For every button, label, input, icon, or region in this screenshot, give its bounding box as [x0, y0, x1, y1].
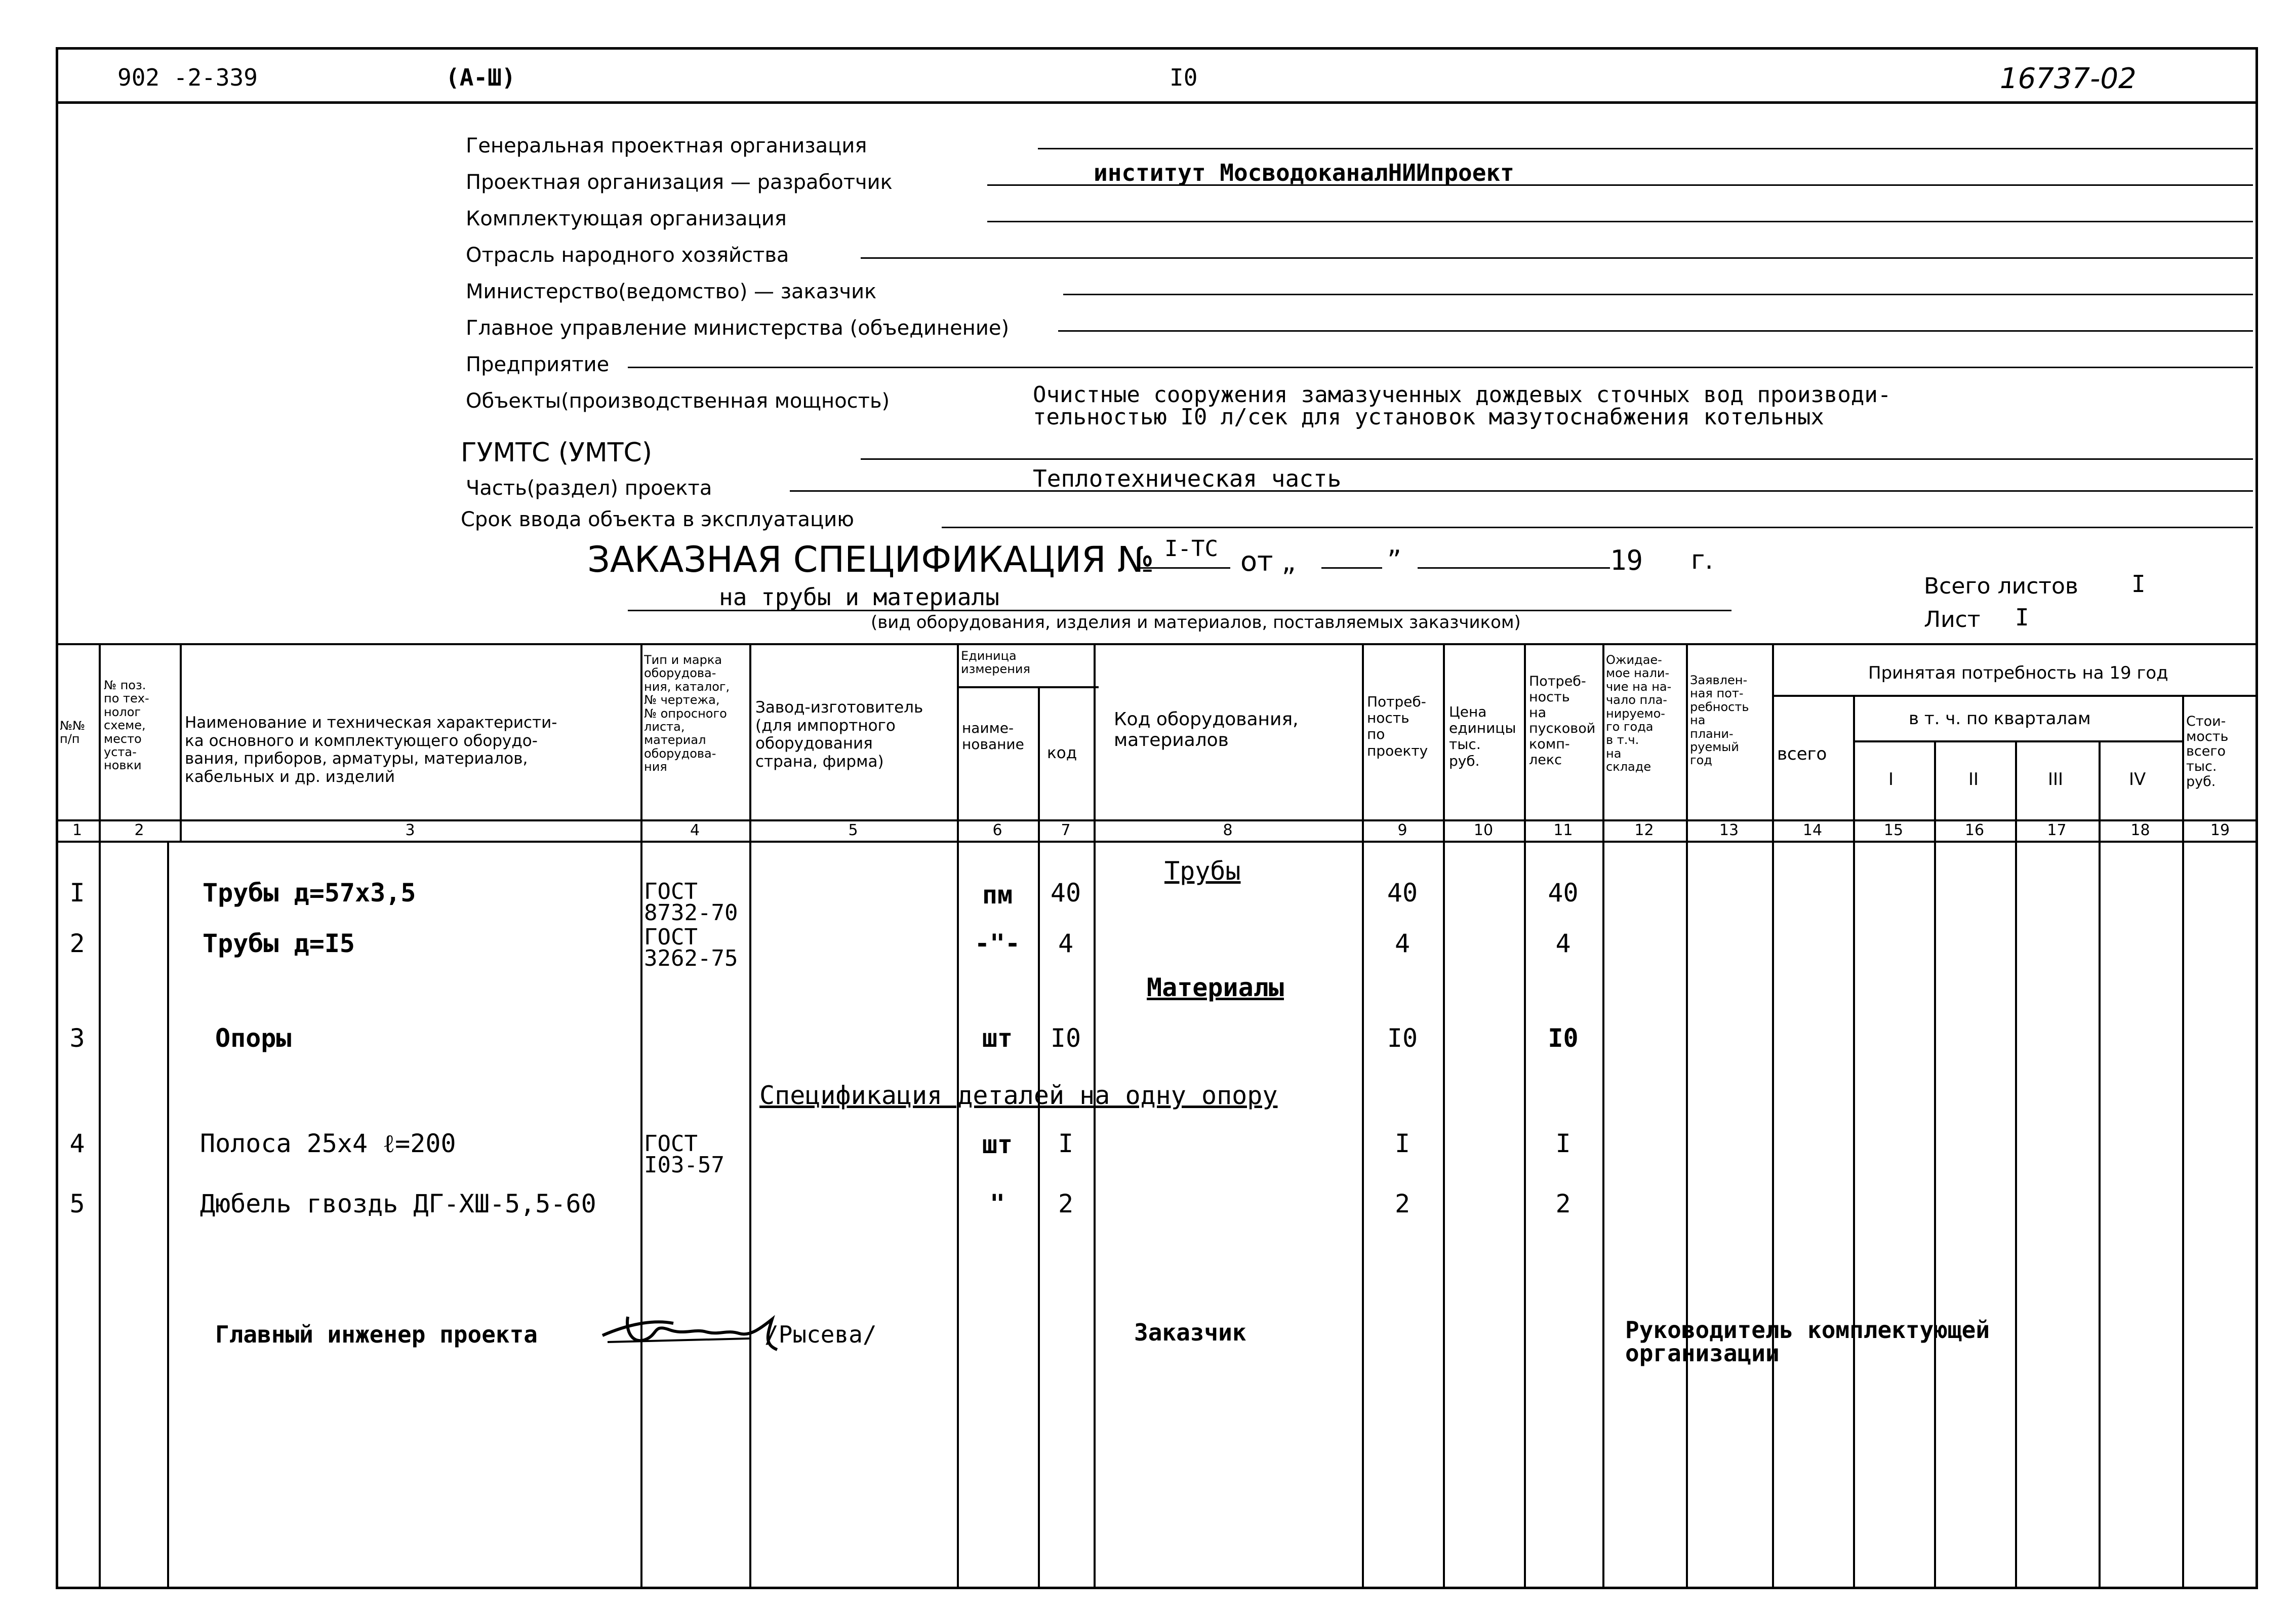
colnum-11: 11 [1553, 821, 1573, 839]
spec-subject-line [628, 610, 1731, 611]
header-unit-name: наиме- нование [962, 720, 1024, 753]
field-line-gumts [861, 458, 2253, 460]
spec-year: 19 [1610, 544, 1643, 576]
header-expected-stock: Ожидае- мое нали- чие на на- чало пла- нируемо- го года в т.ч. на складе [1606, 653, 1672, 774]
section-pipes: Трубы [1164, 856, 1241, 886]
row-number: 4 [69, 1129, 85, 1158]
colnum-14: 14 [1802, 821, 1823, 839]
header-accepted-need: Принятая потребность на 19 год [1868, 663, 2168, 683]
header-q4: IV [2129, 769, 2146, 790]
chief-engineer-name: /Рысева/ [764, 1321, 877, 1348]
col-divider-17 [2099, 740, 2101, 1588]
row-name: Опоры [215, 1023, 292, 1053]
colnum-7: 7 [1061, 821, 1071, 839]
col-divider-2b [167, 841, 169, 1588]
colnum-2: 2 [134, 821, 144, 839]
col-divider-10 [1524, 643, 1526, 1588]
header-claimed-need: Заявлен- ная пот- ребность на плани- руемый год [1690, 673, 1749, 768]
colnum-8: 8 [1223, 821, 1233, 839]
header-quarters: в т. ч. по кварталам [1909, 708, 2091, 729]
colnum-17: 17 [2047, 821, 2067, 839]
field-label-supplier-org: Комплектующая организация [466, 207, 787, 230]
colnum-10: 10 [1473, 821, 1494, 839]
sheet-label: Лист [1924, 607, 1981, 633]
table-top-border [56, 643, 2258, 645]
field-label-objects: Объекты(производственная мощность) [466, 389, 890, 413]
row-number: 5 [69, 1189, 85, 1218]
chief-engineer-label: Главный инженер проекта [215, 1321, 538, 1348]
field-value-developer-org: институт МосводоканалНИИпроект [1094, 159, 1514, 186]
colnum-9: 9 [1397, 821, 1407, 839]
field-label-project-part: Часть(раздел) проекта [466, 477, 712, 500]
spec-number-line [1139, 567, 1230, 569]
colnum-13: 13 [1719, 821, 1739, 839]
field-label-main-department: Главное управление министерства (объединение) [466, 317, 1010, 340]
header-total: всего [1777, 744, 1827, 764]
sheets-total: I [2131, 570, 2146, 598]
header-q2: II [1968, 769, 1979, 790]
colnum-12: 12 [1634, 821, 1654, 839]
row-number: 2 [69, 929, 85, 958]
col-divider-16 [2015, 740, 2017, 1588]
header-material-code: Код оборудования, материалов [1114, 709, 1299, 751]
customer-label: Заказчик [1134, 1319, 1246, 1346]
header-position: № поз. по тех- нолог схеме, место уста- новки [104, 678, 149, 773]
row-name: Дюбель гвоздь ДГ-ХШ-5,5-60 [200, 1189, 596, 1218]
header-q1: I [1888, 769, 1894, 790]
unit-group-line [957, 686, 1099, 688]
field-value-project-part: Теплотехническая часть [1033, 465, 1342, 492]
row-unit: " [989, 1189, 1005, 1218]
spec-title: ЗАКАЗНАЯ СПЕЦИФИКАЦИЯ № [587, 539, 1154, 580]
row-unit: -"- [974, 929, 1021, 958]
field-line-project-part [790, 490, 2253, 492]
header-row-no: №№ п/п [60, 719, 85, 746]
colnum-3: 3 [405, 821, 415, 839]
spec-date-prefix: от „ [1240, 545, 1296, 577]
accepted-group-line [1772, 695, 2258, 697]
spec-date-day-line [1321, 567, 1382, 569]
colnum-15: 15 [1883, 821, 1904, 839]
row-need-project: 2 [1394, 1189, 1411, 1218]
col-divider-13 [1772, 643, 1774, 1588]
quarters-group-line [1853, 740, 2182, 742]
header-divider [56, 101, 2258, 104]
field-line-supplier-org [987, 221, 2253, 222]
header-cost: Стои- мость всего тыс. руб. [2186, 714, 2229, 790]
row-need-project: 40 [1387, 878, 1418, 908]
colnum-6: 6 [992, 821, 1002, 839]
col-divider-9 [1443, 643, 1445, 1588]
section-support-spec: Спецификация деталей на одну опору [759, 1081, 1278, 1110]
spec-date-quote: ” [1387, 544, 1401, 576]
spec-subject: на трубы и материалы [719, 583, 999, 611]
field-value-objects: Очистные сооружения замазученных дождевых сточных вод производи- тельностью I0 л/сек для установок мазутоснабжения котельных [1033, 382, 1891, 430]
colnum-1: 1 [72, 821, 83, 839]
sheets-total-label: Всего листов [1924, 573, 2078, 599]
row-unit: шт [982, 1023, 1013, 1053]
field-line-main-department [1058, 330, 2253, 332]
colnum-5: 5 [848, 821, 858, 839]
field-label-general-org: Генеральная проектная организация [466, 134, 867, 157]
header-unit-code: код [1047, 744, 1077, 762]
row-gost: ГОСТ I03-57 [644, 1131, 724, 1178]
spec-date-month-line [1418, 567, 1610, 569]
col-divider-15 [1934, 740, 1936, 1588]
col-divider-11 [1602, 643, 1604, 1588]
row-gost: ГОСТ 8732-70 [644, 879, 738, 926]
row-code: I0 [1050, 1023, 1081, 1053]
col-divider-4 [749, 643, 751, 1588]
col-divider-5 [957, 643, 959, 1588]
table-colnum-bottom [56, 841, 2258, 843]
header-name: Наименование и техническая характеристи- ка основного и комплектующего оборудо- вания, приборов, арматуры, материалов, кабельных и др. изделий [185, 714, 557, 786]
field-line-commissioning [942, 527, 2253, 528]
header-price: Цена единицы тыс. руб. [1449, 703, 1516, 769]
colnum-4: 4 [690, 821, 700, 839]
col-divider-12 [1686, 643, 1688, 1588]
field-label-gumts: ГУМТС (УМТС) [461, 438, 653, 468]
row-gost: ГОСТ 3262-75 [644, 924, 738, 971]
row-name: Полоса 25х4 ℓ=200 [200, 1129, 456, 1158]
field-line-general-org [1038, 148, 2253, 149]
archive-number: 16737-02 [2000, 62, 2137, 95]
header-q3: III [2048, 769, 2064, 790]
row-need-start: 4 [1555, 929, 1571, 958]
doc-code: 902 -2-339 [117, 64, 258, 91]
row-number: 3 [69, 1023, 85, 1053]
field-label-enterprise: Предприятие [466, 353, 610, 376]
row-unit: шт [982, 1130, 1013, 1159]
header-need-project: Потреб- ность по проекту [1367, 693, 1428, 759]
spec-subject-caption: (вид оборудования, изделия и материалов, поставляемых заказчиком) [871, 612, 1521, 633]
col-divider-1 [99, 643, 101, 1588]
header-manufacturer: Завод-изготовитель (для импортного оборудования страна, фирма) [755, 698, 923, 771]
head-org-label: Руководитель комплектующей организации [1625, 1316, 1990, 1367]
col-divider-8 [1362, 643, 1364, 1588]
row-number: I [69, 878, 85, 908]
col-divider-3 [640, 643, 642, 1588]
field-line-ministry [1063, 294, 2253, 295]
row-need-project: I [1394, 1129, 1411, 1158]
row-code: 4 [1058, 929, 1074, 958]
row-need-start: I [1555, 1129, 1571, 1158]
row-code: 40 [1050, 878, 1081, 908]
header-unit-group: Единица измерения [961, 649, 1030, 677]
row-need-start: I0 [1548, 1023, 1579, 1053]
spec-number: I-ТС [1164, 536, 1218, 562]
row-need-project: 4 [1394, 929, 1411, 958]
field-label-industry: Отрасль народного хозяйства [466, 244, 789, 267]
row-code: I [1058, 1129, 1074, 1158]
sheet-number: I [2015, 604, 2029, 631]
colnum-19: 19 [2210, 821, 2230, 839]
row-need-project: I0 [1387, 1023, 1418, 1053]
row-need-start: 2 [1555, 1189, 1571, 1218]
section-materials: Материалы [1147, 973, 1284, 1002]
signature-mark [597, 1304, 790, 1360]
row-need-start: 40 [1548, 878, 1579, 908]
header-type: Тип и марка оборудова- ния, каталог, № чертежа, № опросного листа, материал оборудова- ния [644, 653, 730, 774]
row-code: 2 [1058, 1189, 1074, 1218]
header-need-start: Потреб- ность на пусковой комп- лекс [1529, 674, 1596, 768]
col-divider-7 [1094, 643, 1096, 1588]
row-name: Трубы д=57х3,5 [203, 878, 416, 908]
album-code: (А-Ш) [446, 64, 516, 91]
col-divider-2 [180, 643, 182, 841]
page-number: I0 [1170, 64, 1198, 91]
row-unit: пм [982, 880, 1013, 910]
colnum-16: 16 [1964, 821, 1985, 839]
field-label-ministry: Министерство(ведомство) — заказчик [466, 280, 877, 303]
field-label-commissioning: Срок ввода объекта в эксплуатацию [461, 508, 854, 531]
field-label-developer-org: Проектная организация — разработчик [466, 171, 893, 194]
colnum-18: 18 [2130, 821, 2150, 839]
field-line-enterprise [628, 367, 2253, 368]
field-line-industry [861, 257, 2253, 259]
spec-year-suffix: г. [1691, 545, 1713, 575]
row-name: Трубы д=I5 [203, 929, 355, 958]
